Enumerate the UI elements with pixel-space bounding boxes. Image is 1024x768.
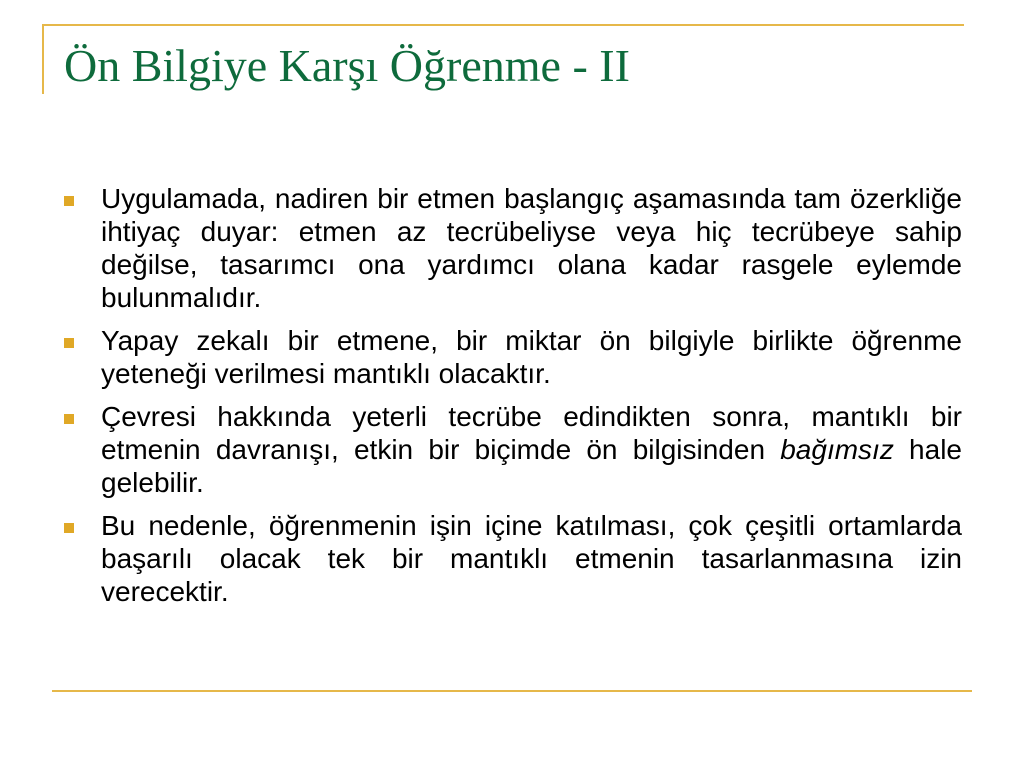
bullet-text-after: hale gelebilir. bbox=[101, 434, 962, 498]
bullet-item bbox=[64, 400, 962, 499]
bullet-item bbox=[64, 509, 962, 608]
bullet-text: Yapay zekalı bir etmene, bir miktar ön bilgiyle birlikte öğrenme yeteneği verilmesi mantıklı olacaktır. bbox=[101, 325, 962, 389]
square-bullet-icon bbox=[64, 523, 74, 533]
top-accent-line bbox=[42, 24, 964, 26]
square-bullet-icon bbox=[64, 414, 74, 424]
square-bullet-icon bbox=[64, 196, 74, 206]
square-bullet-icon bbox=[64, 338, 74, 348]
bullet-list bbox=[64, 182, 962, 618]
left-accent-line bbox=[42, 24, 44, 94]
bullet-item bbox=[64, 324, 962, 390]
bullet-text-before: Çevresi hakkında yeterli tecrübe edindikten sonra, mantıklı bir etmenin davranışı, etkin bir biçimde ön bilgisinden bbox=[101, 401, 962, 465]
bullet-text: Bu nedenle, öğrenmenin işin içine katılması, çok çeşitli ortamlarda başarılı olacak tek bir mantıklı etmenin tasarlanmasına izin verecektir. bbox=[101, 510, 962, 607]
bullet-emphasis: bağımsız bbox=[780, 434, 894, 465]
bullet-text: Uygulamada, nadiren bir etmen başlangıç aşamasında tam özerkliğe ihtiyaç duyar: etmen az tecrübeliyse veya hiç tecrübeye sahip değilse, tasarımcı ona yardımcı olana kadar rasgele eylemde bulunmalıdır. bbox=[101, 183, 962, 313]
bottom-accent-line bbox=[52, 690, 972, 692]
bullet-item bbox=[64, 182, 962, 314]
slide-title: Ön Bilgiye Karşı Öğrenme - II bbox=[64, 40, 630, 91]
